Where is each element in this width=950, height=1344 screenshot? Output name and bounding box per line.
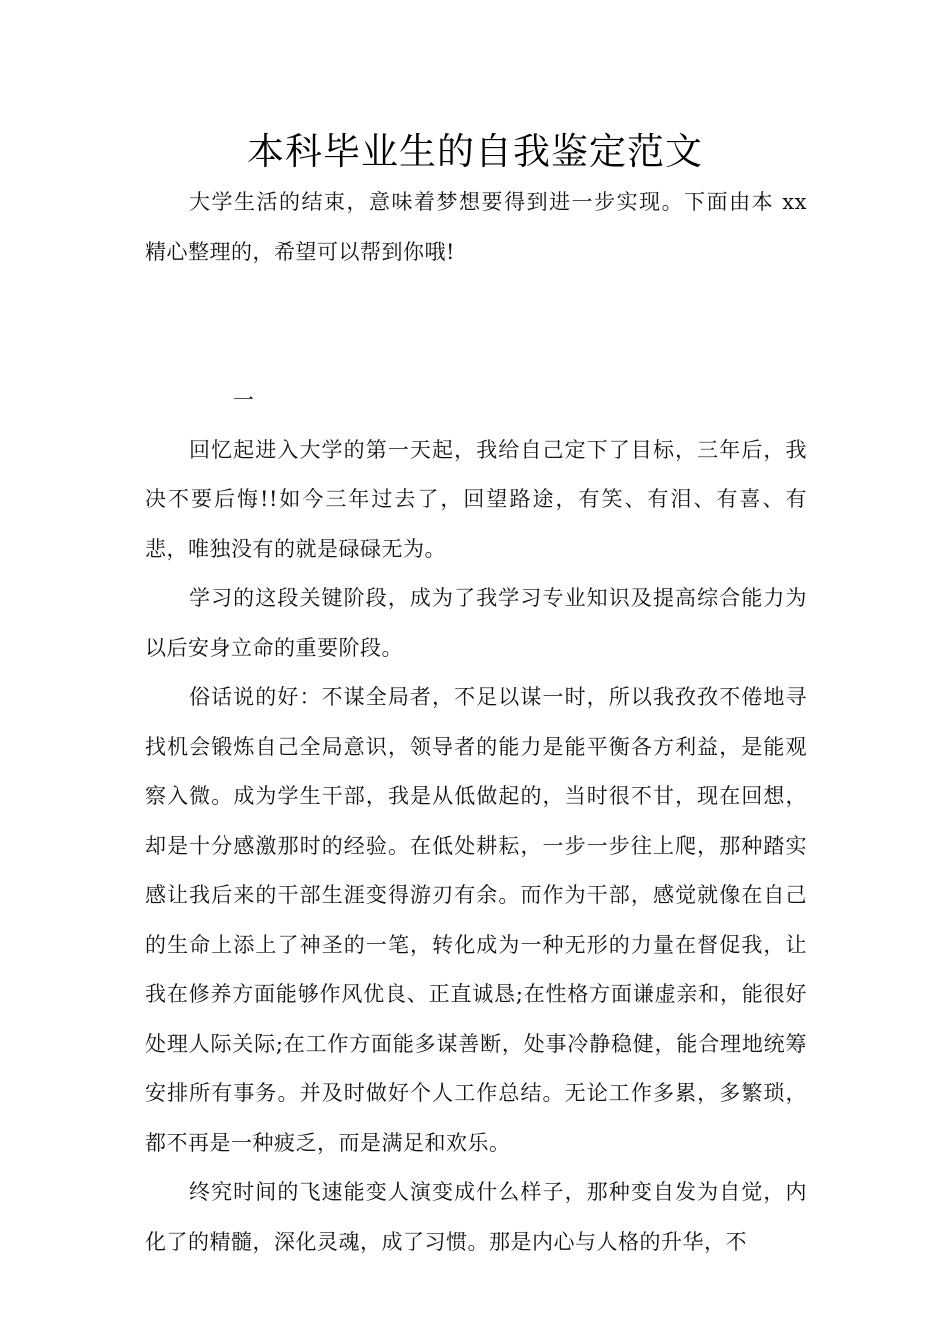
blank-space (145, 277, 807, 376)
intro-paragraph: 大学生活的结束，意味着梦想要得到进一步实现。下面由本 xx 精心整理的，希望可以帮到你哦! (145, 190, 807, 264)
document-title: 本科毕业生的自我鉴定范文 (247, 130, 703, 173)
body-paragraph-1: 回忆起进入大学的第一天起，我给自己定下了目标，三年后，我决不要后悔!!如今三年过去了，回望路途，有笑、有泪、有喜、有悲，唯独没有的就是碌碌无为。 (145, 437, 807, 561)
document-body (145, 178, 807, 1267)
body-paragraph-3: 俗话说的好：不谋全局者，不足以谋一时，所以我孜孜不倦地寻找机会锻炼自己全局意识，领导者的能力是能平衡各方利益，是能观察入微。成为学生干部，我是从低做起的，当时很不甘，现在回想，却是十分感激那时的经验。在低处耕耘，一步一步往上爬，那种踏实感让我后来的干部生涯变得游刃有余。而作为干部，感觉就像在自己的生命上添上了神圣的一笔，转化成为一种无形的力量在督促我，让我在修养方面能够作风优良、正直诚恳;在性格方面谦虚亲和，能很好处理人际关际;在工作方面能多谋善断，处事冷静稳健，能合理地统筹安排所有事务。并及时做好个人工作总结。无论工作多累，多繁琐，都不再是一种疲乏，而是满足和欢乐。 (145, 685, 807, 1155)
section-number: 一 (233, 388, 255, 412)
body-paragraph-4: 终究时间的飞速能变人演变成什么样子，那种变自发为自觉，内化了的精髓，深化灵魂，成了习惯。那是内心与人格的升华，不 (145, 1180, 807, 1254)
body-paragraph-2: 学习的这段关键阶段，成为了我学习专业知识及提高综合能力为以后安身立命的重要阶段。 (145, 586, 807, 660)
